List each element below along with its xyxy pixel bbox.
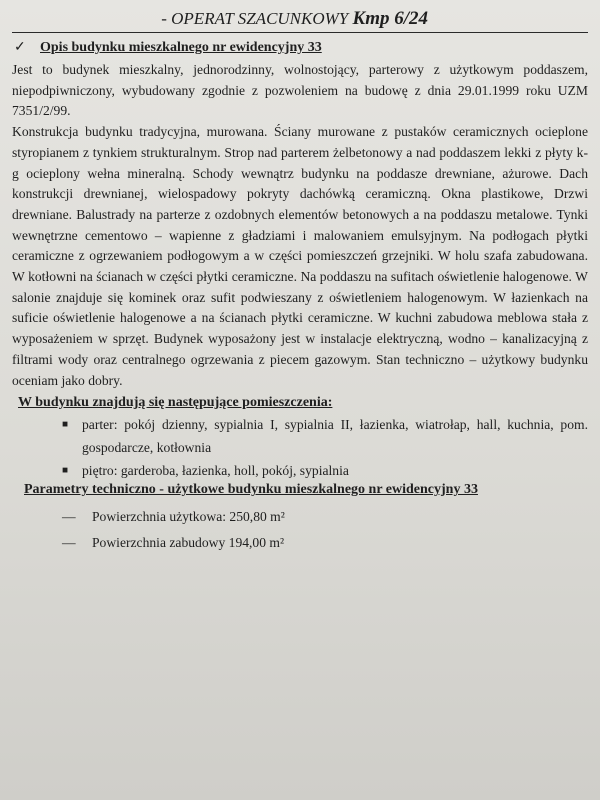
bullet-icon: ■ (62, 419, 69, 431)
header-rule (12, 32, 588, 33)
list-item (62, 504, 588, 530)
checkmark-icon: ✓ (14, 40, 26, 55)
rooms-item-ground-floor: parter: pokój dzienny, sypialnia I, sypialnia II, łazienka, wiatrołap, hall, kuchnia, pom. gospodarcze, kotłownia (82, 417, 588, 456)
params-heading: Parametry techniczno - użytkowe budynku mieszkalnego nr ewidencyjny 33 (24, 482, 478, 498)
dash-icon: — (62, 509, 76, 525)
rooms-item-first-floor: piętro: garderoba, łazienka, holl, pokój, sypialnia (82, 463, 349, 479)
list-item (62, 459, 588, 482)
section-heading (14, 39, 588, 56)
rooms-list (12, 413, 588, 482)
paragraph-construction: Konstrukcja budynku tradycyjna, murowana. Ściany murowane z pustaków ceramicznych ocieplone styropianem z tynkiem strukturalnym. Strop nad parterem żelbetonowy a nad poddaszem lekki z płyty k-g ocieplony wełna mineralną. Schody wewnątrz budynku na poddasze drewniane, ażurowe. Dach konstrukcji drewnianej, wielospadowy pokryty dachówką ceramiczną. Okna plastikowe, Drzwi drewniane. Balustrady na parterze z ozdobnych elementów betonowych a na poddaszu metalowe. Tynki wewnętrzne cementowo – wapienne z gładziami i malowaniem emulsyjnym. Na podłogach płytki ceramiczne z ogrzewaniem podłogowym a w części pomieszczeń grzejniki. W holu szafa zabudowana. W kotłowni na ścianach w części płytki ceramiczne. Na poddaszu na sufitach oświetlenie halogenowe. W salonie znajduje się kominek oraz sufit podwieszany z oświetleniem halogenowym. W łazienkach na suficie oświetlenie halogenowe a na ścianach płytki ceramiczne. W kuchni zabudowa meblowa stała z wyposażeniem w sprzęt. Budynek wyposażony jest w instalacje elektryczną, wodno – kanalizacyjną z filtrami wody oraz centralnego ogrzewania z piecem gazowym. Stan techniczno – użytkowy budynku oceniam jako dobry. (12, 124, 588, 388)
params-list (12, 504, 588, 556)
bullet-icon: ■ (62, 465, 69, 477)
header-prefix: - OPERAT SZACUNKOWY (161, 9, 353, 28)
page-header (12, 8, 588, 30)
param-usable-area: Powierzchnia użytkowa: 250,80 m² (92, 509, 285, 525)
list-item (62, 413, 588, 459)
list-item (62, 530, 588, 556)
header-code: Kmp 6/24 (352, 8, 428, 29)
rooms-heading: W budynku znajdują się następujące pomieszczenia: (18, 395, 333, 411)
section-title: Opis budynku mieszkalnego nr ewidencyjny 33 (40, 40, 322, 55)
param-built-area: Powierzchnia zabudowy 194,00 m² (92, 535, 285, 551)
dash-icon: — (62, 535, 76, 551)
paragraph-intro: Jest to budynek mieszkalny, jednorodzinny, wolnostojący, parterowy z użytkowym poddaszem, niepodpiwniczony, wybudowany zgodnie z pozwoleniem na budowę z dnia 29.01.1999 roku UZM 7351/2/99. (12, 62, 588, 119)
